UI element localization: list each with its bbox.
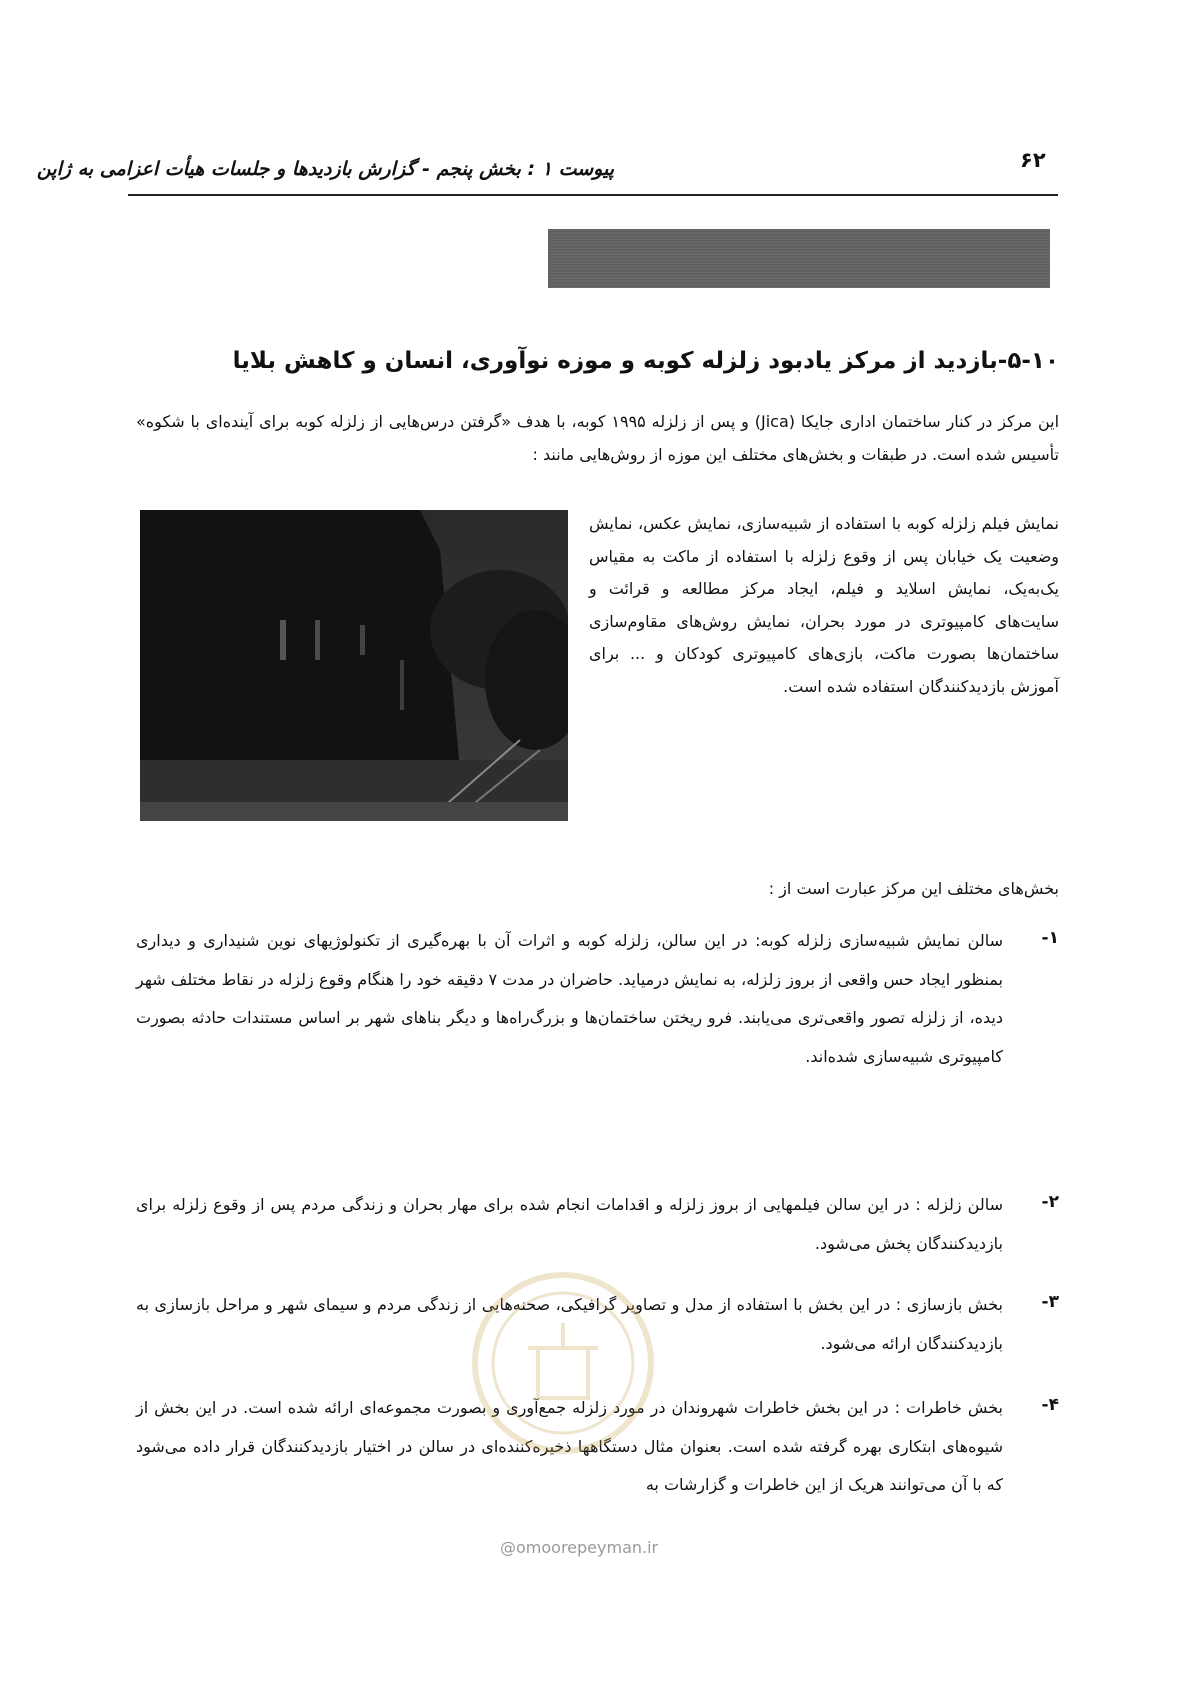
list-item-number: ۱- <box>1041 928 1059 948</box>
section-heading: ۵-۱۰-بازدید از مرکز یادبود زلزله کوبه و موزه نوآوری، انسان و کاهش بلایا <box>232 348 1059 374</box>
methods-paragraph: نمایش فیلم زلزله کوبه با استفاده از شبیه‌سازی، نمایش عکس، نمایش وضعیت یک خیابان پس از وقوع زلزله با استفاده از ماکت به مقیاس یک‌به‌یک، نمایش اسلاید و فیلم، ایجاد مرکز مطالعه و قرائت و سایت‌های کامپیوتری در مورد بحران، نمایش روش‌های مقاوم‌سازی ساختمان‌ها بصورت ماکت، بازی‌های کامپیوتری کودکان و ... برای آموزش بازدیدکنندگان استفاده شده است. <box>589 514 1059 696</box>
list-item-text: سالن نمایش شبیه‌سازی زلزله کوبه: در این سالن، زلزله کوبه و اثرات آن با بهره‌گیری از تکنولوژیهای نوین شنیداری و دیداری بمنظور ایجاد حس واقعی از بروز زلزله، به نمایش درمیاید. حاضران در مدت ۷ دقیقه خود را هنگام وقوع زلزله در نقاط مختلف شهر دیده، از زلزله تصور واقعی‌تری می‌یابند. فرو ریختن ساختمان‌ها و بزرگ‌راه‌ها و دیگر بناهای شهر بر اساس مستندات حادثه بصورت کامپیوتری شبیه‌سازی شده‌اند. <box>136 931 1003 1066</box>
watermark-url: @omoorepeyman.ir <box>500 1538 659 1557</box>
page-number: ۶۲ <box>1020 148 1046 172</box>
sections-intro: بخش‌های مختلف این مرکز عبارت است از : <box>768 879 1059 898</box>
running-header: پیوست ۱ : بخش پنجم - گزارش بازدیدها و جلسات هیأت اعزامی به ژاپن <box>36 158 614 180</box>
list-item-number: ۳- <box>1041 1292 1059 1312</box>
list-item-text: بخش خاطرات : در این بخش خاطرات شهروندان در مورد زلزله جمع‌آوری و بصورت مجموعه‌ای ارائه شده است. در این بخش از شیوه‌های ابتکاری بهره گرفته شده است. بعنوان مثال دستگاهها ذخیره‌کننده‌ای در سالن در اختیار بازدیدکنندگان قرار داده می‌شود که با آن می‌توانند هریک از این خاطرات و گزارشات به <box>136 1398 1003 1494</box>
header-divider <box>128 194 1058 196</box>
intro-paragraph: این مرکز در کنار ساختمان اداری جایکا (Jica) و پس از زلزله ۱۹۹۵ کوبه، با هدف «گرفتن درس‌هایی از زلزله کوبه برای آینده‌ای با شکوه» تأسیس شده است. در طبقات و بخش‌های مختلف این موزه از روش‌هایی مانند : <box>136 412 1060 464</box>
museum-building-photo <box>140 510 568 821</box>
list-item-text: سالن زلزله : در این سالن فیلمهایی از بروز زلزله و اقدامات انجام شده برای مهار بحران و زندگی مردم پس از وقوع زلزله برای بازدیدکنندگان پخش می‌شود. <box>136 1195 1003 1253</box>
watermark-seal-icon <box>468 1268 658 1458</box>
list-item-number: ۴- <box>1041 1395 1059 1415</box>
list-item-text: بخش بازسازی : در این بخش با استفاده از مدل و تصاویر گرافیکی، صحنه‌هایی از زندگی مردم و سیمای شهر و مراحل بازسازی به بازدیدکنندگان ارائه می‌شود. <box>136 1295 1003 1353</box>
redacted-gray-bar <box>548 229 1050 288</box>
list-item-number: ۲- <box>1041 1192 1059 1212</box>
